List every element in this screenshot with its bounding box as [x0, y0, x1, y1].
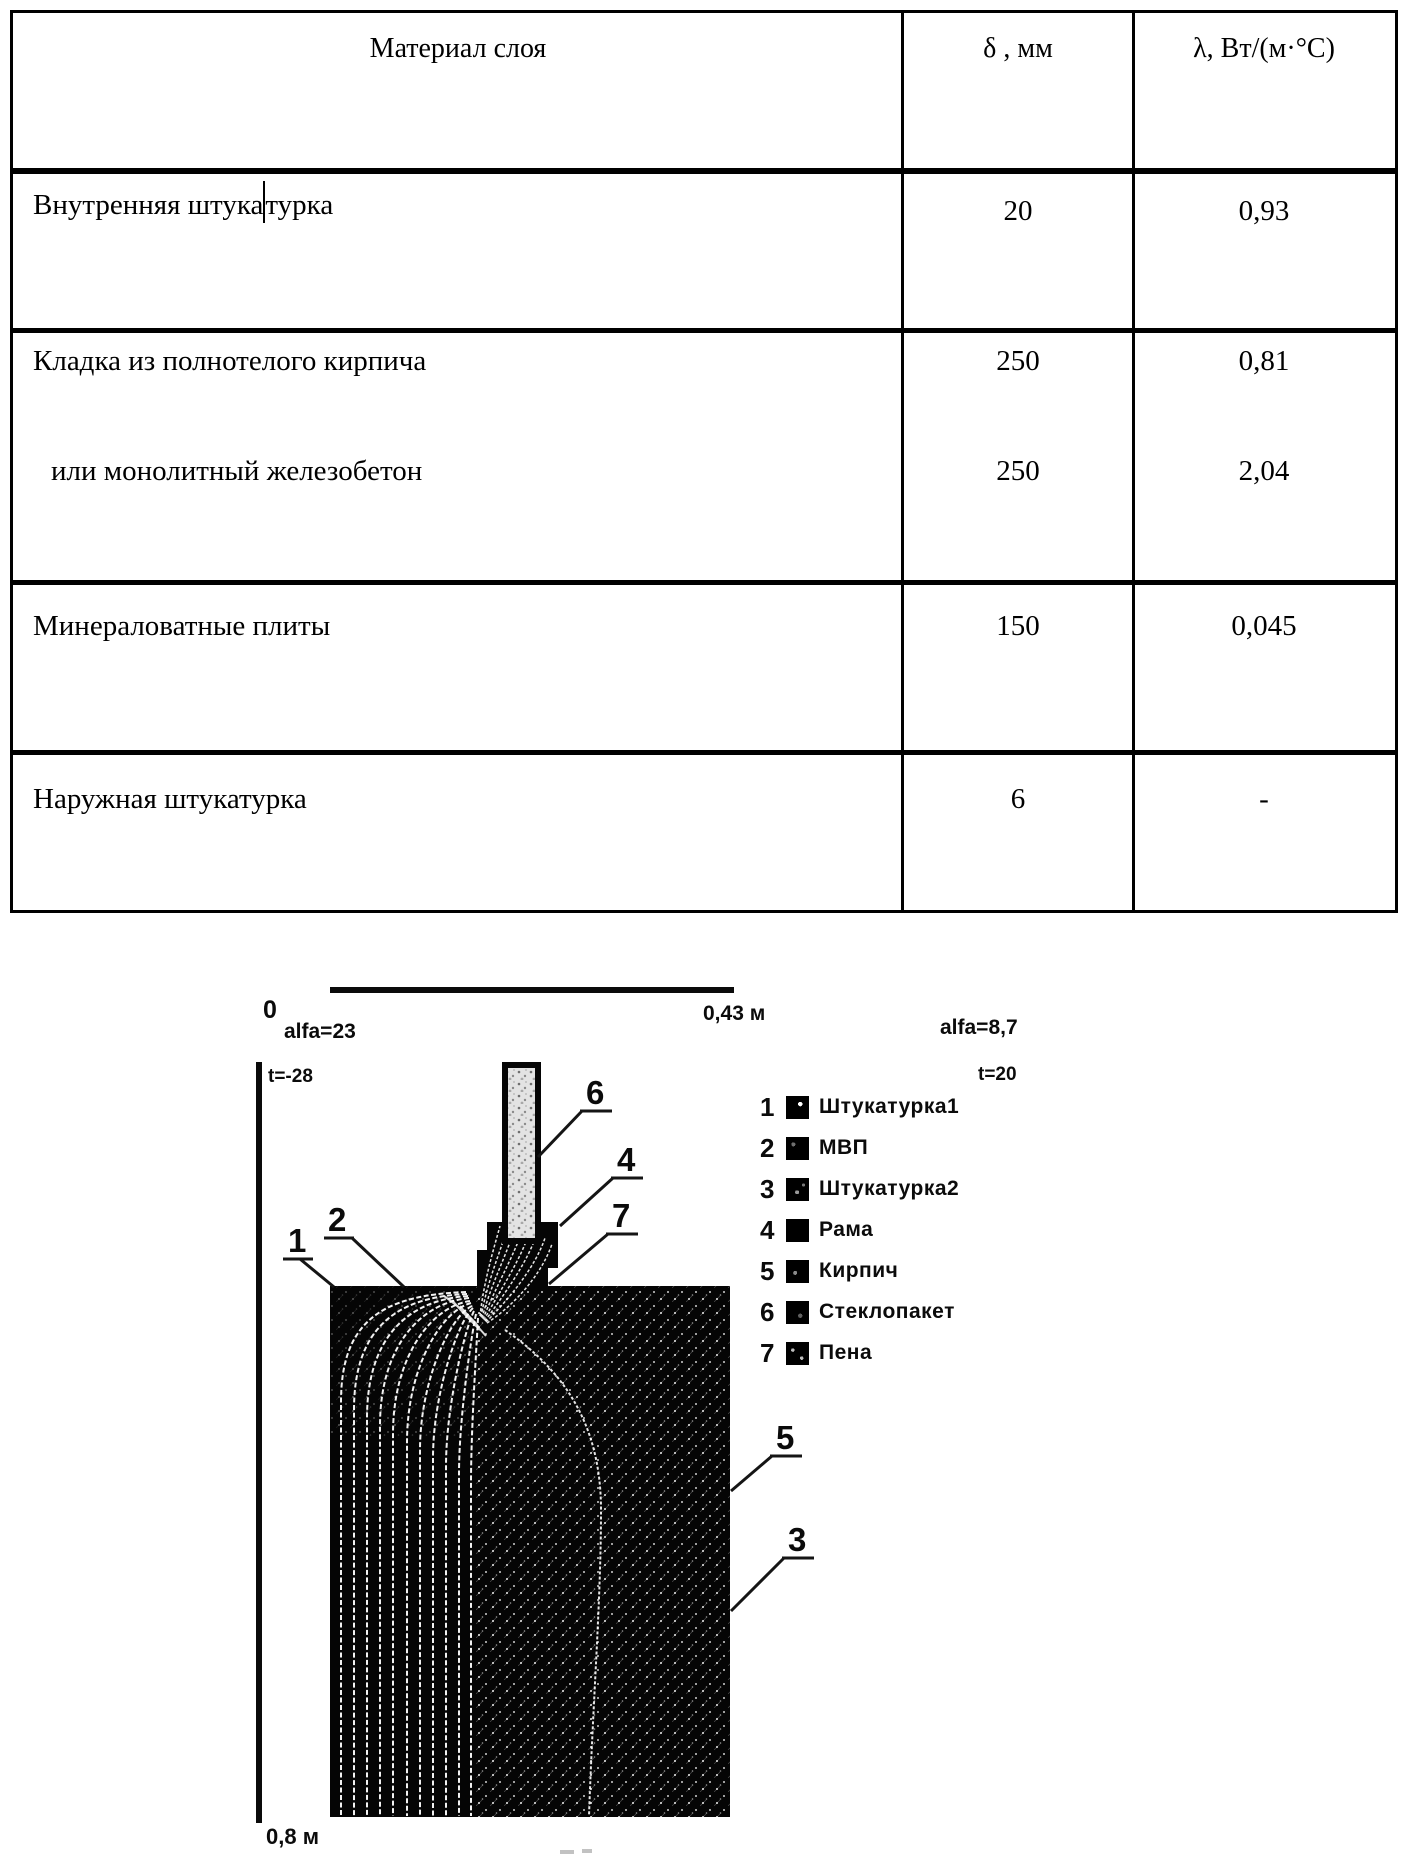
legend-swatch-pena: [786, 1342, 809, 1365]
legend-swatch-mvp: [786, 1137, 809, 1160]
header-conductivity: λ, Вт/(м·°С): [1193, 33, 1335, 64]
row2-thickness-line2[interactable]: 250: [996, 455, 1040, 487]
callout-3: 3: [788, 1521, 807, 1558]
legend-item: [760, 1215, 873, 1245]
callout-2: 2: [328, 1201, 347, 1238]
mvp-region-speckle: [330, 1286, 473, 1436]
legend-number: 7: [760, 1337, 775, 1368]
alfa-left-label: alfa=23: [284, 1020, 356, 1043]
legend-label: Пена: [819, 1341, 873, 1364]
legend-item: [760, 1092, 959, 1122]
cutoff-caption-artifact: [560, 1849, 592, 1854]
row1-thickness[interactable]: 20: [1003, 195, 1033, 227]
row4-conductivity[interactable]: -: [1259, 783, 1269, 815]
callout-4: 4: [617, 1141, 636, 1178]
row2-material-line2[interactable]: или монолитный железобетон: [51, 455, 423, 487]
row4-thickness[interactable]: 6: [1010, 783, 1026, 815]
row1-material-text-b: турка: [265, 189, 334, 221]
legend-number: 5: [760, 1255, 775, 1286]
row2-material-line1[interactable]: Кладка из полнотелого кирпича: [33, 345, 427, 377]
t-right-label: t=20: [978, 1064, 1017, 1085]
row2-conductivity-line2[interactable]: 2,04: [1238, 455, 1290, 487]
scale-zero-label: 0: [263, 996, 277, 1024]
legend-number: 2: [760, 1132, 775, 1163]
row1-conductivity[interactable]: 0,93: [1238, 195, 1290, 227]
alfa-right-label: alfa=8,7: [940, 1016, 1018, 1039]
legend-label: МВП: [819, 1136, 869, 1159]
legend-swatch-shtukaturka1: [786, 1096, 809, 1119]
row2-conductivity-line1[interactable]: 0,81: [1238, 345, 1290, 377]
vertical-scale-label: 0,8 м: [266, 1824, 319, 1849]
glazing-unit: [505, 1065, 538, 1241]
callout-5: 5: [776, 1419, 795, 1456]
row3-material[interactable]: Минераловатные плиты: [33, 610, 331, 642]
legend-number: 6: [760, 1296, 775, 1327]
legend-item: [760, 1133, 868, 1163]
legend-swatch-steklopaket: [786, 1301, 809, 1324]
legend-item: [760, 1338, 872, 1368]
legend-item: [760, 1256, 898, 1286]
legend-label: Стеклопакет: [819, 1300, 955, 1323]
legend-swatch-rama: [786, 1219, 809, 1242]
legend-number: 3: [760, 1173, 775, 1204]
row3-conductivity[interactable]: 0,045: [1231, 610, 1297, 642]
callout-6: 6: [586, 1074, 605, 1111]
legend-label: Рама: [819, 1218, 874, 1241]
row4-material[interactable]: Наружная штукатурка: [33, 783, 307, 815]
legend-item: [760, 1297, 955, 1327]
row2-thickness-line1[interactable]: 250: [996, 345, 1040, 377]
callout-1: 1: [288, 1222, 307, 1259]
left-axis-line: [256, 1062, 262, 1823]
legend-item: [760, 1174, 959, 1204]
legend-label: Штукатурка1: [819, 1095, 960, 1118]
legend-label: Кирпич: [819, 1259, 899, 1282]
legend-swatch-shtukaturka2: [786, 1178, 809, 1201]
row3-thickness[interactable]: 150: [996, 610, 1040, 642]
row1-material-text-a: Внутренняя штука: [33, 189, 264, 221]
legend-number: 4: [760, 1214, 775, 1245]
brick-region: [473, 1286, 730, 1817]
header-thickness: δ , мм: [983, 33, 1053, 64]
header-material: Материал слоя: [369, 33, 547, 64]
callout-7: 7: [612, 1197, 631, 1234]
legend-number: 1: [760, 1091, 775, 1122]
legend-swatch-kirpich: [786, 1260, 809, 1283]
top-scale-bar: [330, 987, 734, 993]
t-left-label: t=-28: [268, 1066, 313, 1087]
legend-label: Штукатурка2: [819, 1177, 960, 1200]
scale-end-label: 0,43 м: [703, 1002, 766, 1025]
